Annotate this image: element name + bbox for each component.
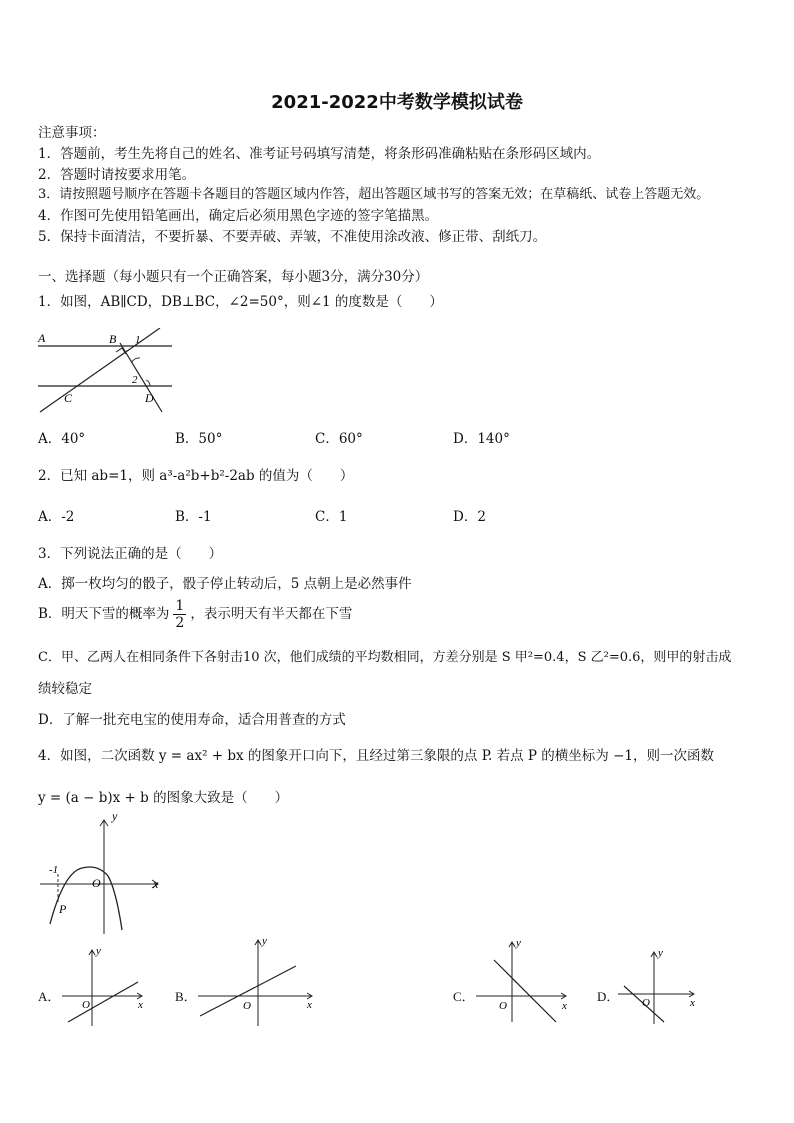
fraction bbox=[173, 598, 186, 631]
q4-option-a[interactable]: A． bbox=[38, 989, 61, 1004]
fig-neg1-label: -1 bbox=[49, 864, 59, 876]
label-c: C bbox=[64, 391, 73, 405]
question-1-stem: 1．如图，AB∥CD，DB⊥BC，∠2=50°，则∠1 的度数是（ ） bbox=[38, 294, 443, 310]
q3-option-b[interactable] bbox=[38, 598, 352, 631]
axis-x-label: x bbox=[138, 999, 143, 1011]
fig-origin-label: O bbox=[92, 876, 101, 890]
q3-option-b-prefix: B．明天下雪的概率为 bbox=[38, 606, 170, 622]
q4-option-d-graph[interactable] bbox=[616, 946, 700, 1026]
label-b: B bbox=[109, 332, 117, 346]
question-1-figure bbox=[36, 328, 176, 414]
q2-option-a[interactable]: A．-2 bbox=[38, 509, 75, 525]
q3-option-c[interactable]: C．甲、乙两人在相同条件下各射击10 次，他们成绩的平均数相同，方差分别是 S 甲²=0.4，S 乙²=0.6，则甲的射击成 bbox=[38, 650, 732, 665]
axis-y-label: y bbox=[262, 935, 267, 947]
q4-option-d[interactable]: D． bbox=[597, 989, 620, 1004]
axis-origin-label: O bbox=[82, 999, 90, 1011]
notice-item: 5．保持卡面清洁，不要折暴、不要弄破、弄皱，不准使用涂改液、修正带、刮纸刀。 bbox=[38, 229, 547, 245]
notice-heading: 注意事项： bbox=[38, 125, 106, 141]
axis-y-label: y bbox=[658, 947, 663, 959]
page-title: 2021-2022中考数学模拟试卷 bbox=[271, 92, 523, 113]
notice-item: 2．答题时请按要求用笔。 bbox=[38, 167, 196, 183]
q1-option-c[interactable]: C．60° bbox=[315, 431, 363, 447]
fig-p-label: P bbox=[59, 902, 67, 916]
label-angle-2: 2 bbox=[132, 374, 138, 386]
axis-y-label: y bbox=[516, 937, 521, 949]
notice-item: 1．答题前，考生先将自己的姓名、准考证号码填写清楚，将条形码准确粘贴在条形码区域内。 bbox=[38, 146, 601, 162]
q2-option-b[interactable]: B．-1 bbox=[175, 509, 212, 525]
fraction-numerator: 1 bbox=[175, 598, 185, 614]
axis-x-label: x bbox=[690, 997, 695, 1009]
label-a: A bbox=[38, 331, 46, 345]
question-4-line1: 4．如图，二次函数 y = ax² + bx 的图象开口向下，且经过第三象限的点 P. 若点 P 的横坐标为 −1，则一次函数 bbox=[38, 748, 714, 764]
axis-y-label: y bbox=[96, 945, 101, 957]
q1-option-d[interactable]: D．140° bbox=[453, 431, 510, 447]
q4-option-b[interactable]: B． bbox=[175, 989, 197, 1004]
q1-option-a[interactable]: A．40° bbox=[38, 431, 86, 447]
q4-option-c-graph[interactable] bbox=[474, 934, 574, 1024]
fig-y-label: y bbox=[112, 812, 118, 823]
notice-item: 4．作图可先使用铅笔画出，确定后必须用黑色字迹的签字笔描黑。 bbox=[38, 208, 439, 224]
fig-x-label: x bbox=[153, 877, 159, 891]
q1-option-b[interactable]: B．50° bbox=[175, 431, 223, 447]
fraction-denominator: 2 bbox=[175, 615, 185, 631]
q2-option-d[interactable]: D．2 bbox=[453, 509, 486, 525]
question-3-stem: 3．下列说法正确的是（ ） bbox=[38, 546, 223, 562]
axis-origin-label: O bbox=[499, 1000, 507, 1012]
axis-x-label: x bbox=[562, 1000, 567, 1012]
axis-x-label: x bbox=[307, 999, 312, 1011]
q3-option-c-cont: 绩较稳定 bbox=[38, 681, 92, 697]
q3-option-a[interactable]: A．掷一枚均匀的骰子，骰子停止转动后，5 点朝上是必然事件 bbox=[38, 576, 412, 592]
q4-option-b-graph[interactable] bbox=[196, 932, 320, 1027]
question-4-line2: y = (a − b)x + b 的图象大致是（ ） bbox=[38, 790, 289, 806]
axis-origin-label: O bbox=[243, 1000, 251, 1012]
axis-origin-label: O bbox=[642, 997, 650, 1009]
section-heading: 一、选择题（每小题只有一个正确答案，每小题3分，满分30分） bbox=[38, 269, 429, 285]
q4-option-a-graph[interactable] bbox=[60, 942, 150, 1027]
notice-item: 3．请按照题号顺序在答题卡各题目的答题区域内作答，超出答题区域书写的答案无效；在草稿纸、试卷上答题无效。 bbox=[38, 187, 710, 202]
q2-option-c[interactable]: C．1 bbox=[315, 509, 348, 525]
label-angle-1: 1 bbox=[135, 334, 141, 346]
question-4-figure bbox=[36, 812, 166, 937]
label-d: D bbox=[145, 391, 154, 405]
q3-option-d[interactable]: D．了解一批充电宝的使用寿命，适合用普查的方式 bbox=[38, 712, 346, 728]
q4-option-c[interactable]: C． bbox=[453, 989, 475, 1004]
question-2-stem: 2．已知 ab=1，则 a³-a²b+b²-2ab 的值为（ ） bbox=[38, 468, 354, 484]
q3-option-b-suffix: ，表示明天有半天都在下雪 bbox=[190, 606, 353, 622]
